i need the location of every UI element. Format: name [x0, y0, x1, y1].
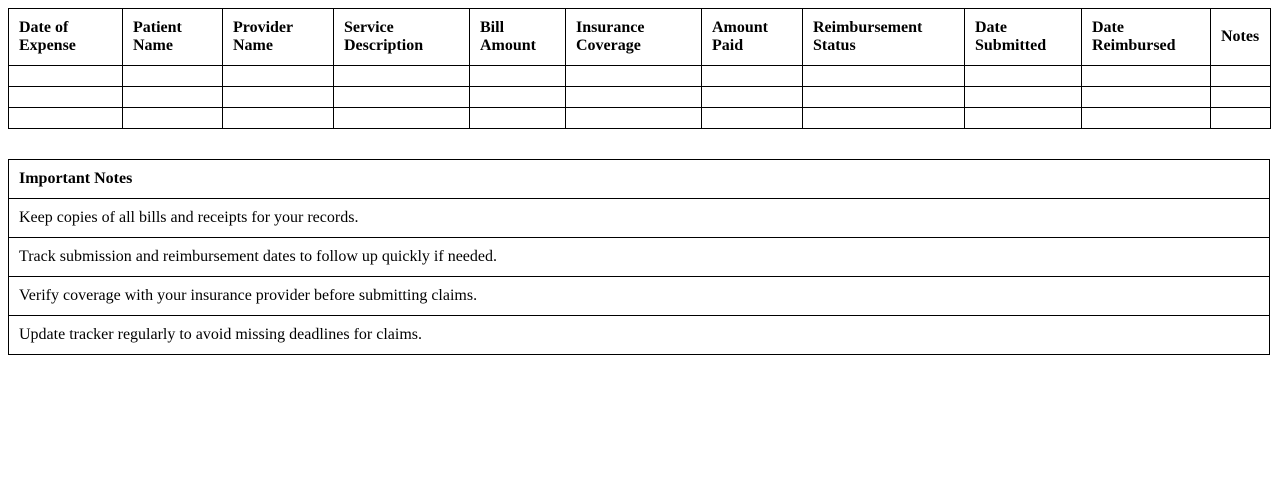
col-provider-name: [223, 9, 334, 66]
table-cell[interactable]: [566, 66, 702, 87]
table-cell[interactable]: [9, 66, 123, 87]
table-cell[interactable]: [223, 87, 334, 108]
header-label: Name: [133, 37, 173, 54]
header-label: Insurance: [576, 19, 645, 36]
header-label: Status: [813, 37, 856, 54]
table-cell[interactable]: [123, 66, 223, 87]
table-cell[interactable]: [566, 87, 702, 108]
table-cell[interactable]: [965, 108, 1082, 129]
table-cell[interactable]: [123, 108, 223, 129]
notes-header-row: [9, 160, 1270, 199]
col-date-of-expense: [9, 9, 123, 66]
table-cell[interactable]: [223, 66, 334, 87]
header-row: [9, 9, 1271, 66]
table-cell[interactable]: [803, 66, 965, 87]
table-cell[interactable]: [803, 87, 965, 108]
note-row: [9, 316, 1270, 355]
note-row: [9, 277, 1270, 316]
note-row: [9, 238, 1270, 277]
note-item: Update tracker regularly to avoid missing deadlines for claims.: [9, 316, 1270, 355]
table-cell[interactable]: [334, 108, 470, 129]
header-label: Description: [344, 37, 424, 54]
table-cell[interactable]: [965, 66, 1082, 87]
table-cell[interactable]: [1082, 108, 1211, 129]
table-cell[interactable]: [470, 87, 566, 108]
table-cell[interactable]: [965, 87, 1082, 108]
table-cell[interactable]: [223, 108, 334, 129]
note-item: Verify coverage with your insurance provider before submitting claims.: [9, 277, 1270, 316]
col-amount-paid: [702, 9, 803, 66]
header-label: Provider: [233, 19, 294, 36]
header-label: Service: [344, 19, 394, 36]
table-cell[interactable]: [470, 66, 566, 87]
expense-tracker-table: [8, 8, 1271, 129]
table-cell[interactable]: [1211, 108, 1271, 129]
header-label: Patient: [133, 19, 182, 36]
table-cell[interactable]: [1082, 87, 1211, 108]
table-cell[interactable]: [1211, 87, 1271, 108]
table-cell[interactable]: [9, 87, 123, 108]
table-cell[interactable]: [702, 108, 803, 129]
header-label: Name: [233, 37, 273, 54]
header-label: Amount: [480, 37, 537, 54]
table-cell[interactable]: [9, 108, 123, 129]
notes-title: Important Notes: [9, 160, 1270, 199]
col-bill-amount: [470, 9, 566, 66]
table-row: [9, 66, 1271, 87]
header-label: Amount: [712, 19, 769, 36]
col-service-description: [334, 9, 470, 66]
col-insurance-coverage: [566, 9, 702, 66]
table-cell[interactable]: [566, 108, 702, 129]
header-label: Paid: [712, 37, 744, 54]
table-cell[interactable]: [1211, 66, 1271, 87]
header-label: Date: [1092, 19, 1124, 36]
note-item: Keep copies of all bills and receipts for your records.: [9, 199, 1270, 238]
table-cell[interactable]: [470, 108, 566, 129]
header-label: Expense: [19, 37, 76, 54]
table-row: [9, 87, 1271, 108]
col-reimbursement-status: [803, 9, 965, 66]
header-label: Coverage: [576, 37, 641, 54]
header-label: Date of: [19, 19, 69, 36]
header-label: Date: [975, 19, 1007, 36]
important-notes-table: [8, 159, 1270, 355]
table-cell[interactable]: [803, 108, 965, 129]
col-date-submitted: [965, 9, 1082, 66]
col-patient-name: [123, 9, 223, 66]
table-cell[interactable]: [334, 66, 470, 87]
table-cell[interactable]: [702, 87, 803, 108]
note-row: [9, 199, 1270, 238]
table-cell[interactable]: [702, 66, 803, 87]
header-label: Reimbursed: [1092, 37, 1176, 54]
table-cell[interactable]: [334, 87, 470, 108]
table-cell[interactable]: [123, 87, 223, 108]
header-label: Submitted: [975, 37, 1047, 54]
note-item: Track submission and reimbursement dates to follow up quickly if needed.: [9, 238, 1270, 277]
header-label: Bill: [480, 19, 505, 36]
table-row: [9, 108, 1271, 129]
col-notes: [1211, 9, 1271, 66]
header-label: Reimbursement: [813, 19, 923, 36]
table-cell[interactable]: [1082, 66, 1211, 87]
col-date-reimbursed: [1082, 9, 1211, 66]
header-label: Notes: [1221, 28, 1260, 45]
